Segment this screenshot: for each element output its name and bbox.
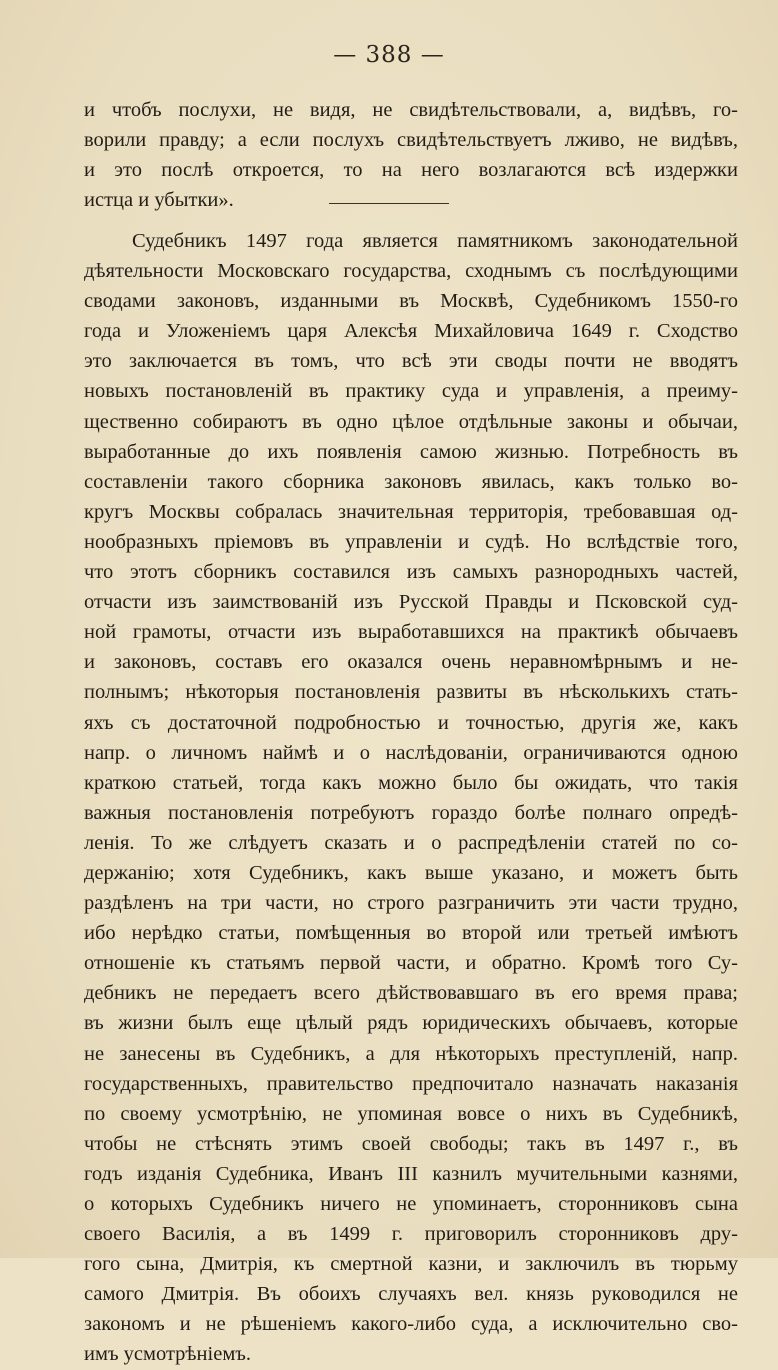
text-line: кругъ Москвы собралась значительная территорія, требовавшая од- [84,500,738,523]
text-line: годъ изданія Судебника, Иванъ III казнилъ мучительными казнями, [84,1162,738,1185]
text-line: это заключается въ томъ, что всѣ эти своды почти не вводятъ [84,350,738,373]
text-line: Судебникъ 1497 года является памятникомъ законодательной [132,230,738,252]
text-line: напр. о личномъ наймѣ и о наслѣдованіи, ограничиваются одною [84,741,738,764]
text-line: отчасти изъ заимствованій изъ Русской Правды и Псковской суд- [84,591,738,614]
text-line: гого сына, Дмитрія, къ смертной казни, и заключилъ въ тюрьму [84,1253,738,1276]
text-line: имъ усмотрѣніемъ. [84,1343,252,1366]
text-line: не занесены въ Судебникъ, а для нѣкоторыхъ преступленій, напр. [84,1042,738,1065]
text-line: ворили правду; а если послухъ свидѣтельствуетъ лживо, не видѣвъ, [84,129,738,152]
text-line: составленіи такого сборника законовъ явилась, какъ только во- [84,470,738,493]
text-line: полнымъ; нѣкоторыя постановленія развиты въ нѣсколькихъ стать- [84,681,738,704]
text-line: дѣятельности Московскаго государства, сходнымъ съ послѣдующими [84,260,738,283]
text-line: краткою статьей, тогда какъ можно было бы ожидать, что такія [84,771,738,794]
text-line: закономъ и не рѣшеніемъ какого-либо суда, а исключительно сво- [84,1313,738,1336]
text-line: выработанные до ихъ появленія самою жизнью. Потребность въ [84,440,738,463]
text-line: въ жизни былъ еще цѣлый рядъ юридическихъ обычаевъ, которые [84,1012,738,1035]
text-line: нообразныхъ пріемовъ въ управленіи и судѣ. Но вслѣдствіе того, [84,530,738,553]
text-line: и чтобъ послухи, не видя, не свидѣтельствовали, а, видѣвъ, го- [84,99,738,121]
text-line: государственныхъ, правительство предпочитало назначать наказанія [84,1072,738,1095]
text-line: ленія. То же слѣдуетъ сказать и о распредѣленіи статей по со- [84,831,738,854]
text-line: своего Василія, а въ 1499 г. приговорилъ сторонниковъ дру- [84,1223,738,1246]
text-line: сводами законовъ, изданными въ Москвѣ, Судебникомъ 1550-го [84,290,738,313]
text-line: истца и убытки». [84,189,234,212]
main-paragraph [84,226,738,1370]
text-line: новыхъ постановленій въ практику суда и управленія, а преиму- [84,380,738,403]
page-number: — 388 — [333,42,445,68]
text-line: ной грамоты, отчасти изъ выработавшихся на практикѣ обычаевъ [84,621,738,644]
text-line: и законовъ, составъ его оказался очень неравномѣрнымъ и не- [84,651,738,674]
text-line: важныя постановленія потребуютъ гораздо болѣе полнаго опредѣ- [84,801,738,824]
text-line: и это послѣ откроется, то на него возлагаются всѣ издержки [84,159,738,182]
text-line: отношеніе къ статьямъ первой части, и обратно. Кромѣ того Су- [84,952,738,975]
text-line: держанію; хотя Судебникъ, какъ выше указано, и можетъ быть [84,861,738,884]
text-line: дебникъ не передаетъ всего дѣйствовавшаго въ его время права; [84,982,738,1005]
text-line: яхъ съ достаточной подробностью и точностью, другія же, какъ [84,711,738,734]
text-line: что этотъ сборникъ составился изъ самыхъ разнородныхъ частей, [84,561,738,584]
quote-paragraph [84,95,738,215]
text-line: самого Дмитрія. Въ обоихъ случаяхъ вел. князь руководился не [84,1283,738,1306]
text-line: о которыхъ Судебникъ ничего не упоминаетъ, сторонниковъ сына [84,1193,738,1215]
text-line: по своему усмотрѣнію, не упоминая вовсе о нихъ въ Судебникѣ, [84,1102,738,1125]
text-line: щественно собираютъ въ одно цѣлое отдѣльные законы и обычаи, [84,410,738,433]
text-line: ибо нерѣдко статьи, помѣщенныя во второй или третьей имѣютъ [84,922,738,945]
text-line: раздѣленъ на три части, но строго разграничить эти части трудно, [84,892,738,915]
section-divider [329,203,449,204]
text-line: чтобы не стѣснять этимъ своей свободы; такъ въ 1497 г., въ [84,1132,738,1155]
text-line: года и Уложеніемъ царя Алексѣя Михайловича 1649 г. Сходство [84,320,738,343]
